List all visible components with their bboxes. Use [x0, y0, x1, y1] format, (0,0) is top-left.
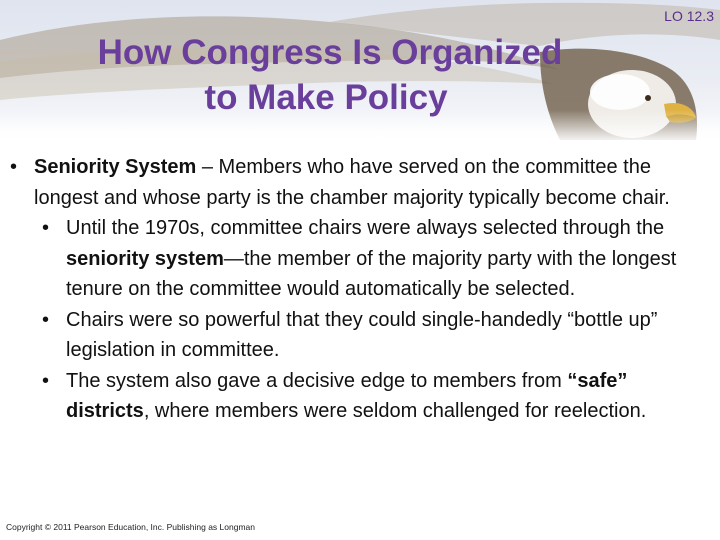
bullet-dot-icon: • [42, 217, 50, 239]
title-line-1: How Congress Is Organized [97, 33, 563, 72]
bullet-term: Seniority System [34, 156, 197, 178]
sub-bullet-text: The system also gave a decisive edge to members from [66, 369, 568, 392]
sub-bullet-chairs-powerful [10, 305, 710, 366]
slide-title [0, 30, 720, 120]
title-line-2: to Make Policy [204, 78, 448, 117]
sub-bullet-text: , where members were seldom challenged for reelection. [143, 400, 647, 422]
bullet-dot-icon: • [42, 369, 50, 392]
copyright-footer: Copyright © 2011 Pearson Education, Inc. Publishing as Longman [6, 522, 255, 532]
sub-bullet-safe-districts [10, 366, 710, 427]
bullet-dot-icon: • [10, 156, 18, 178]
sub-bullet-text: Until the 1970s, committee chairs were always selected through the [66, 217, 665, 239]
bullet-seniority-system [10, 152, 710, 213]
sub-bullet-bold: “safe” districts [66, 369, 628, 422]
learning-objective-tag: LO 12.3 [664, 8, 714, 24]
bullet-dot-icon: • [42, 308, 50, 331]
bullet-text: – Members who have served on the committee the longest and whose party is the chamber majority typically become chair. [34, 156, 670, 209]
sub-bullet-text: Chairs were so powerful that they could single-handedly “bottle up” legislation in committee. [66, 308, 658, 361]
sub-bullet-1970s [10, 213, 710, 305]
slide-body [10, 152, 710, 427]
sub-bullet-text: —the member of the majority party with the longest tenure on the committee would automatically be selected. [66, 247, 677, 300]
sub-bullet-bold: seniority system [66, 247, 224, 270]
